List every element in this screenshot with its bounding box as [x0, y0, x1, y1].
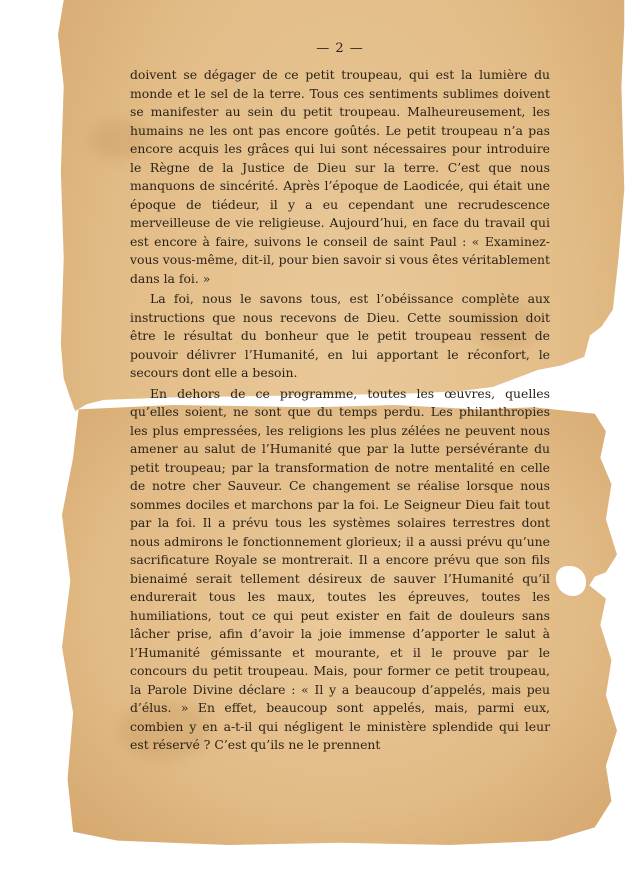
document-body — [130, 40, 550, 755]
paragraph-1: doivent se dégager de ce petit troupeau, qui est la lumière du monde et le sel de la terre. Tous ces sentiments sublimes doivent se manifester au sein du petit troupeau. Malheureusement, les humains ne les ont pas encore goûtés. Le petit troupeau n’a pas encore acquis les grâces qui lui sont nécessaires pour introduire le Règne de la Justice de Dieu sur la terre. C’est que nous manquons de sincérité. Après l’époque de Laodicée, qui était une époque de tiédeur, il y a eu cependant une recrudescence merveilleuse de vie religieuse. Aujourd’hui, en face du travail qui est encore à faire, suivons le conseil de saint Paul : « Examinez-vous vous-même, dit-il, pour bien savoir si vous êtes véritablement dans la foi. » — [130, 67, 550, 286]
page-number: — 2 — — [316, 41, 364, 56]
paragraph-3: En dehors de ce programme, toutes les œuvres, quelles qu’elles soient, ne sont que du temps perdu. Les philanthropies les plus empressées, les religions les plus zélées ne peuvent nous amener au salut de l’Humanité que par la lutte persévérante du petit troupeau; par la transformation de notre mentalité en celle de notre cher Sauveur. Ce changement se réalise lorsque nous sommes dociles et marchons par la foi. Le Seigneur Dieu fait tout par la foi. Il a prévu tous les systèmes solaires terrestres dont nous admirons le fonctionnement glorieux; il a aussi prévu qu’une sacrificature Royale se montrerait. Il a encore prévu que son fils bienaimé serait tellement désireux de sauver l’Humanité qu’il endurerait tous les maux, toutes les épreuves, toutes les humiliations, tout ce qui peut exister en fait de douleurs sans lâcher prise, afin d’avoir la joie immense d’apporter le salut à l’Humanité gémissante et mourante, et il le prouve par le concours du petit troupeau. Mais, pour former ce petit troupeau, la Parole Divine déclare : « Il y a beaucoup d’appelés, mais peu d’élus. » En effet, beaucoup sont appelés, mais, parmi eux, combien y en a-t-il qui négligent le ministère splendide qui leur est réservé ? C’est qu’ils ne le prennent — [130, 385, 550, 752]
paragraph-2: La foi, nous le savons tous, est l’obéissance complète aux instructions que nous recevons de Dieu. Cette soumission doit être le résultat du bonheur que le petit troupeau ressent de pouvoir délivrer l’Humanité, en lui apportant le réconfort, le secours dont elle a besoin. — [130, 291, 550, 380]
